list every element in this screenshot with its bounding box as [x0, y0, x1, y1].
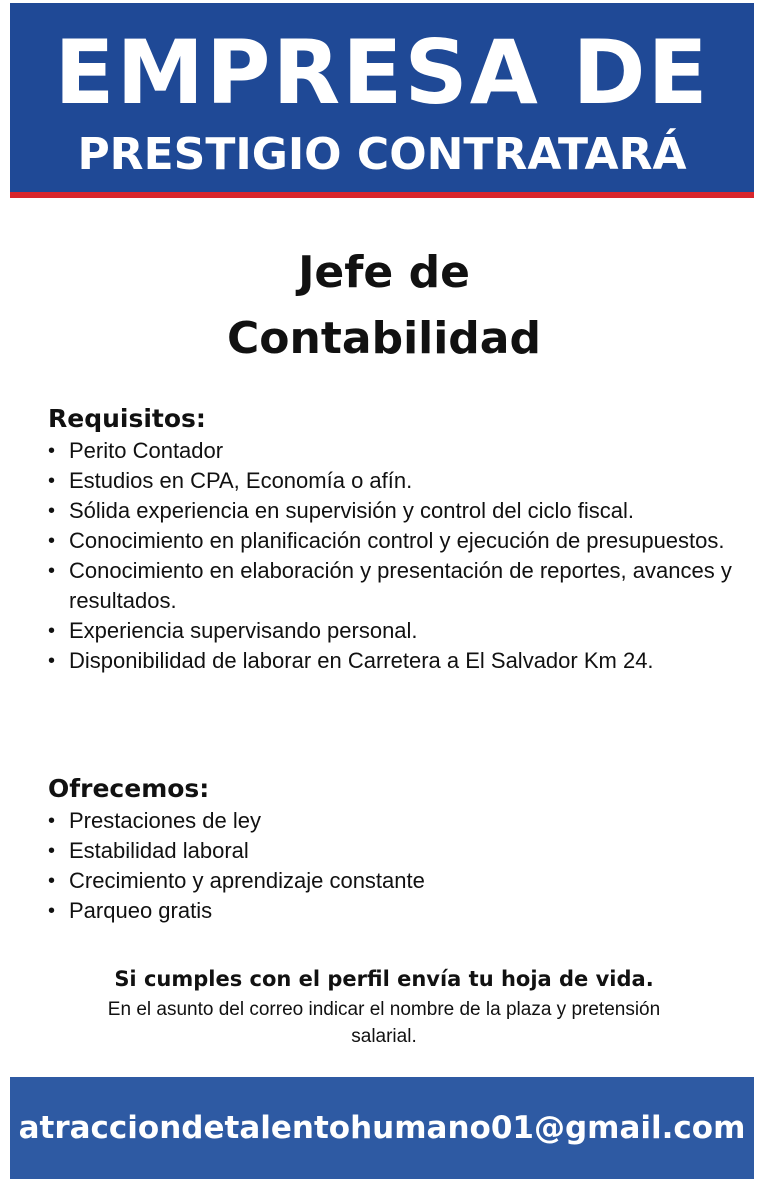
requirements-section: [48, 402, 738, 676]
banner-red-stripe: [10, 192, 754, 198]
cta-heading: Si cumples con el perfil envía tu hoja de vida.: [114, 967, 654, 991]
list-item: [48, 616, 738, 646]
job-title-line2: Contabilidad: [227, 313, 541, 364]
requirement-text: Perito Contador: [69, 438, 224, 463]
contact-footer: [10, 1077, 754, 1179]
requirement-text: Disponibilidad de laborar en Carretera a El Salvador Km 24.: [69, 648, 654, 673]
bullet-icon: •: [48, 810, 56, 832]
job-title-line1: Jefe de: [298, 247, 470, 298]
job-title: [0, 240, 768, 372]
contact-email-link[interactable]: atracciondetalentohumano01@gmail.com: [18, 1110, 746, 1146]
bullet-icon: •: [48, 560, 56, 582]
requirements-heading: Requisitos:: [48, 404, 206, 433]
bullet-icon: •: [48, 840, 56, 862]
list-item: [48, 466, 738, 496]
cta-instructions: En el asunto del correo indicar el nombre de la plaza y pretensión salarial.: [107, 999, 661, 1047]
offer-text: Prestaciones de ley: [69, 808, 261, 833]
banner-title-line1: EMPRESA DE: [54, 21, 710, 124]
list-item: [48, 496, 738, 526]
requirement-text: Conocimiento en elaboración y presentación de reportes, avances y resultados.: [69, 558, 732, 613]
bullet-icon: •: [48, 650, 56, 672]
requirements-list: [48, 436, 738, 676]
offer-text: Crecimiento y aprendizaje constante: [69, 868, 425, 893]
requirement-text: Conocimiento en planificación control y ejecución de presupuestos.: [69, 528, 725, 553]
list-item: [48, 896, 738, 926]
bullet-icon: •: [48, 530, 56, 552]
bullet-icon: •: [48, 470, 56, 492]
bullet-icon: •: [48, 440, 56, 462]
bullet-icon: •: [48, 870, 56, 892]
requirement-text: Estudios en CPA, Economía o afín.: [69, 468, 413, 493]
bullet-icon: •: [48, 500, 56, 522]
bullet-icon: •: [48, 900, 56, 922]
list-item: [48, 836, 738, 866]
offer-text: Estabilidad laboral: [69, 838, 249, 863]
list-item: [48, 866, 738, 896]
offer-text: Parqueo gratis: [69, 898, 213, 923]
banner-title-line2: PRESTIGIO CONTRATARÁ: [77, 129, 687, 180]
requirement-text: Sólida experiencia en supervisión y control del ciclo fiscal.: [69, 498, 634, 523]
list-item: [48, 806, 738, 836]
call-to-action: [0, 962, 768, 1050]
list-item: [48, 646, 738, 676]
offers-section: [48, 772, 738, 926]
header-banner: [10, 3, 754, 198]
bullet-icon: •: [48, 620, 56, 642]
list-item: [48, 556, 738, 616]
list-item: [48, 526, 738, 556]
offers-heading: Ofrecemos:: [48, 774, 210, 803]
offers-list: [48, 806, 738, 926]
requirement-text: Experiencia supervisando personal.: [69, 618, 418, 643]
list-item: [48, 436, 738, 466]
